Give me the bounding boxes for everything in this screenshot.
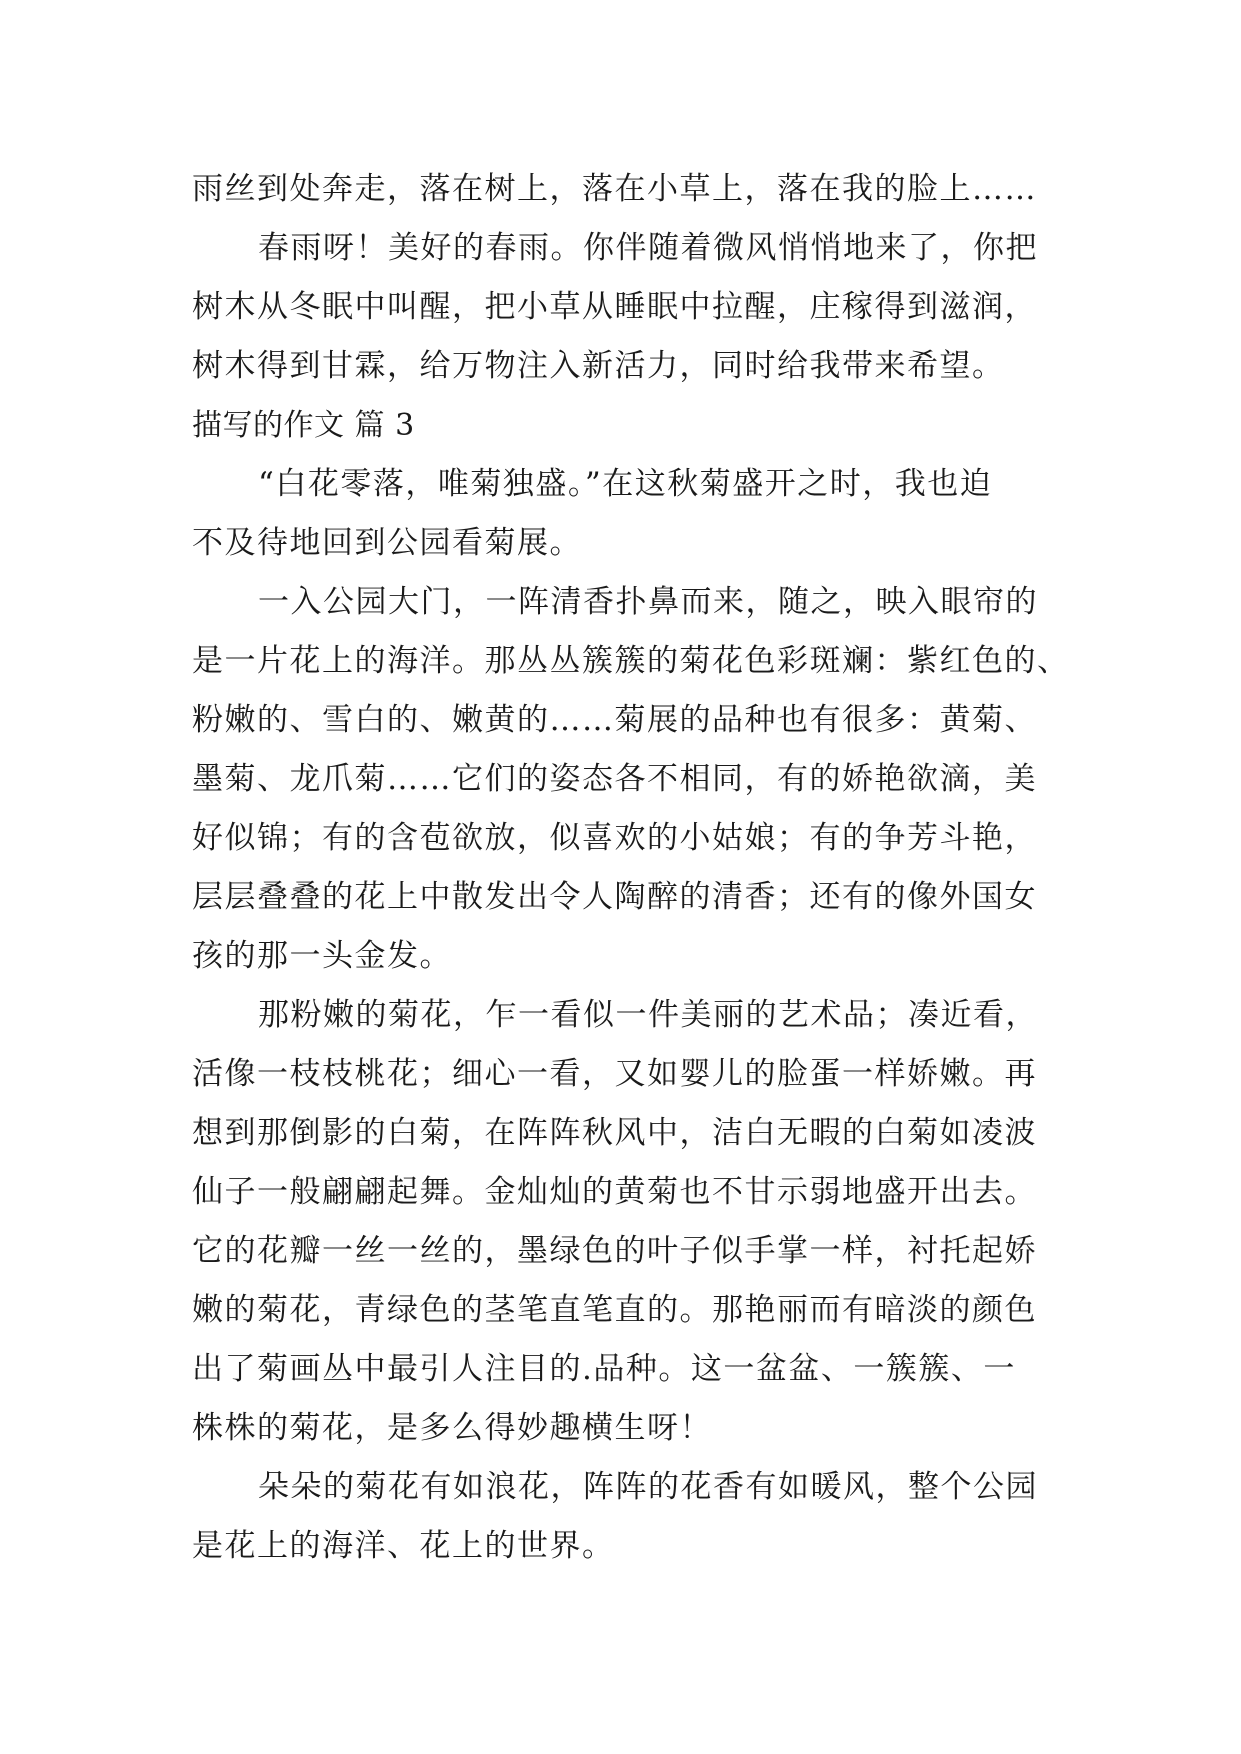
text-line: 是一片花上的海洋。那丛丛簇簇的菊花色彩斑斓：紫红色的、: [192, 643, 1070, 679]
text-line: 是花上的海洋、花上的世界。: [192, 1528, 615, 1564]
text-line: 粉嫩的、雪白的、嫩黄的……菊展的品种也有很多：黄菊、: [192, 702, 1037, 738]
paragraph-first-line: 那粉嫩的菊花，乍一看似一件美丽的艺术品；凑近看，: [258, 997, 1038, 1033]
text-line: 仙子一般翩翩起舞。金灿灿的黄菊也不甘示弱地盛开出去。: [192, 1174, 1037, 1210]
text-line: 株株的菊花，是多么得妙趣横生呀！: [192, 1410, 712, 1446]
text-line: 嫩的菊花，青绿色的茎笔直笔直的。那艳丽而有暗淡的颜色: [192, 1292, 1037, 1328]
paragraph-first-line: 一入公园大门，一阵清香扑鼻而来，随之，映入眼帘的: [258, 584, 1038, 620]
paragraph-first-line: 春雨呀！美好的春雨。你伴随着微风悄悄地来了，你把: [258, 230, 1038, 266]
section-heading: 描写的作文 篇 3: [192, 408, 415, 443]
paragraph-first-line: “白花零落，唯菊独盛。”在这秋菊盛开之时，我也迫: [258, 466, 993, 502]
text-line: 树木从冬眠中叫醒，把小草从睡眠中拉醒，庄稼得到滋润，: [192, 289, 1037, 325]
text-line: 出了菊画丛中最引人注目的.品种。这一盆盆、一簇簇、一: [192, 1351, 1016, 1387]
text-line: 活像一枝枝桃花；细心一看，又如婴儿的脸蛋一样娇嫩。再: [192, 1056, 1037, 1092]
text-line: 不及待地回到公园看菊展。: [192, 525, 582, 561]
text-line: 墨菊、龙爪菊……它们的姿态各不相同，有的娇艳欲滴，美: [192, 761, 1037, 797]
text-line: 它的花瓣一丝一丝的，墨绿色的叶子似手掌一样，衬托起娇: [192, 1233, 1037, 1269]
text-line: 孩的那一头金发。: [192, 938, 452, 974]
text-line: 想到那倒影的白菊，在阵阵秋风中，洁白无暇的白菊如凌波: [192, 1115, 1037, 1151]
document-body: [192, 160, 1070, 1576]
text-line: 树木得到甘霖，给万物注入新活力，同时给我带来希望。: [192, 348, 1005, 384]
paragraph-first-line: 朵朵的菊花有如浪花，阵阵的花香有如暖风，整个公园: [258, 1469, 1038, 1505]
text-line: 层层叠叠的花上中散发出令人陶醉的清香；还有的像外国女: [192, 879, 1037, 915]
text-line: 好似锦；有的含苞欲放，似喜欢的小姑娘；有的争芳斗艳，: [192, 820, 1037, 856]
text-line: 雨丝到处奔走，落在树上，落在小草上，落在我的脸上……: [192, 171, 1037, 207]
